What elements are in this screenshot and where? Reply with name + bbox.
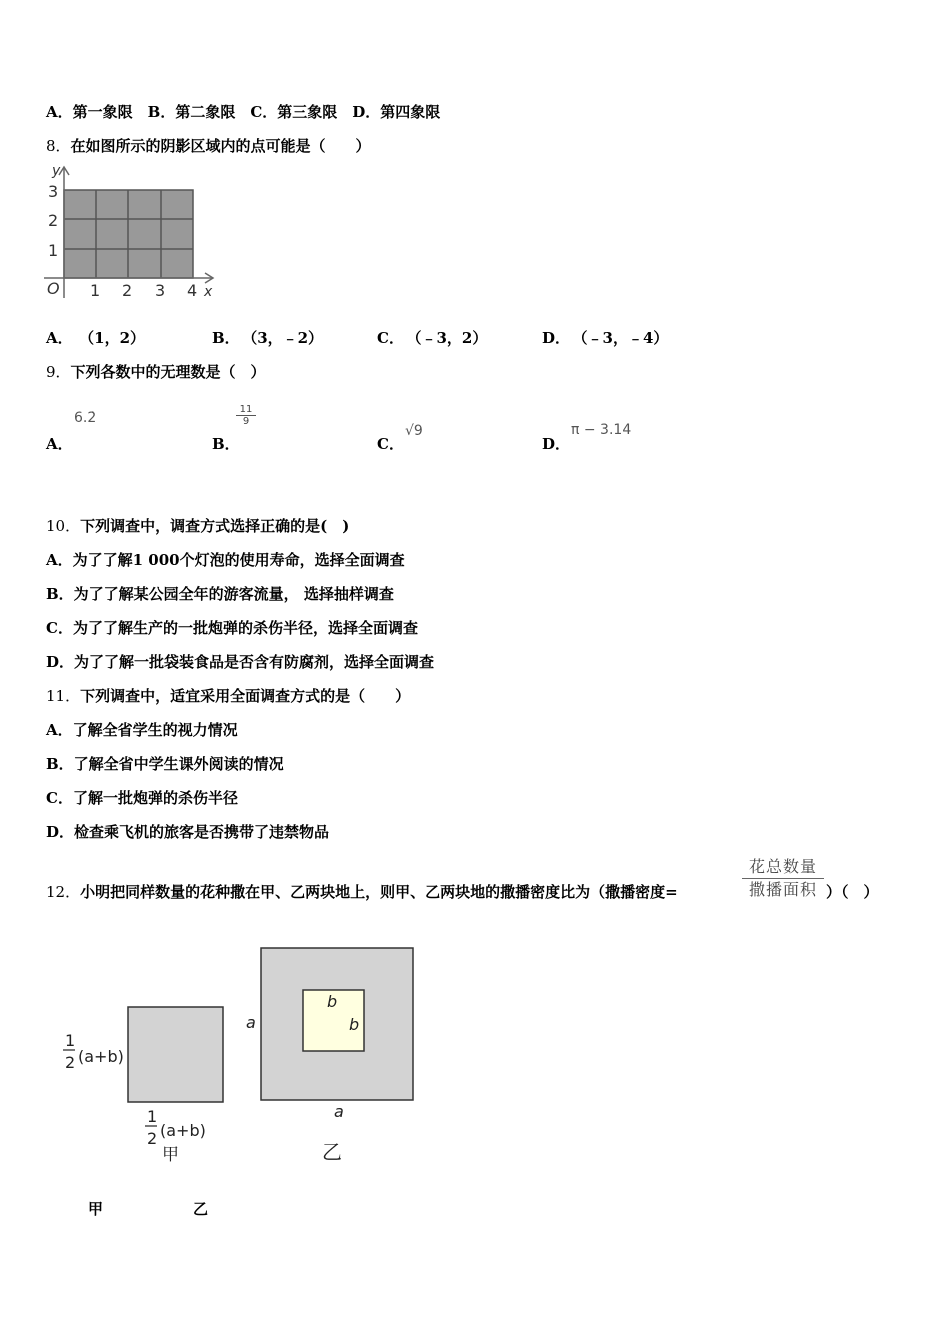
- svg-text:(a+b): (a+b): [160, 1121, 206, 1140]
- q12-yi-left-label: a: [246, 1013, 256, 1032]
- q10-option-c: C．为了了解生产的一批炮弹的杀伤半径，选择全面调查: [46, 619, 418, 637]
- svg-text:2: 2: [65, 1053, 76, 1072]
- q12-field-figure: [55, 940, 425, 1170]
- q11-number: 11．: [46, 687, 81, 705]
- q9-stem: [46, 362, 266, 382]
- q12-text: 小明把同样数量的花种撒在甲、乙两块地上，则甲、乙两块地的撒播密度比为（撒播密度=: [80, 883, 678, 901]
- svg-text:1: 1: [147, 1107, 158, 1126]
- q9-option-c-letter: C．: [377, 435, 404, 453]
- q10-option-d: D．为了了解一批袋装食品是否含有防腐剂，选择全面调查: [46, 653, 435, 671]
- q8-grid-figure: [40, 160, 230, 305]
- q12-fraction-numerator: 花总数量: [742, 856, 824, 879]
- q11-option-d: D．检查乘飞机的旅客是否携带了违禁物品: [46, 823, 330, 841]
- q8-origin: O: [47, 279, 60, 298]
- q12-yi-name: 乙: [322, 1140, 342, 1164]
- q7-options: A．第一象限 B．第二象限 C．第三象限 D．第四象限: [46, 103, 441, 121]
- q11-stem: [46, 686, 410, 706]
- q12-yi-inner-right-label: b: [349, 1015, 360, 1034]
- q9-option-a-letter: A．: [46, 435, 73, 453]
- q8-option-c: C． （﹣3，2）: [377, 329, 488, 347]
- q12-caption-jia: 甲: [88, 1200, 104, 1218]
- q12-jia-bottom-label: [145, 1107, 206, 1148]
- q9-option-d-letter: D．: [542, 435, 571, 453]
- q9-option-c-value: √9: [405, 423, 423, 439]
- q9-option-a-value: 6.2̇: [74, 410, 97, 426]
- q11-option-b: B．了解全省中学生课外阅读的情况: [46, 755, 284, 773]
- q8-y-tick: 1: [48, 241, 59, 260]
- svg-text:1: 1: [65, 1031, 76, 1050]
- q8-text: 在如图所示的阴影区域内的点可能是（ ）: [70, 137, 371, 155]
- q12-jia-name: 甲: [162, 1145, 179, 1165]
- q12-jia-left-label: [63, 1031, 124, 1072]
- q9-option-b-letter: B．: [212, 435, 240, 453]
- q8-y-tick: 2: [48, 211, 59, 230]
- q9-option-d-value: π − 3.14: [571, 422, 632, 438]
- q8-option-a: A． （1，2）: [46, 329, 146, 347]
- q8-y-label: y: [52, 163, 61, 179]
- q12-caption-yi: 乙: [193, 1200, 209, 1218]
- q8-number: 8．: [46, 137, 71, 155]
- q8-x-tick: 2: [122, 281, 133, 300]
- q9-text: 下列各数中的无理数是（ ）: [70, 363, 266, 381]
- q8-stem: [46, 136, 371, 156]
- q12-density-fraction: [742, 856, 824, 901]
- q10-stem: [46, 516, 349, 536]
- q11-option-c: C．了解一批炮弹的杀伤半径: [46, 789, 238, 807]
- q10-number: 10．: [46, 517, 81, 535]
- q12-fraction-denominator: 撒播面积: [748, 880, 817, 899]
- q8-x-tick: 1: [90, 281, 101, 300]
- q8-x-tick: 4: [187, 281, 198, 300]
- q8-x-label: x: [204, 284, 213, 300]
- q12-field-jia: [128, 1007, 223, 1102]
- svg-text:2: 2: [147, 1129, 158, 1148]
- q8-option-b: B． （3，﹣2）: [212, 329, 324, 347]
- q9-number: 9．: [46, 363, 71, 381]
- q11-text: 下列调查中，适宜采用全面调查方式的是（ ）: [80, 687, 411, 705]
- q9-option-b-numerator: 11: [236, 404, 256, 416]
- q9-option-b-denominator: 9: [242, 416, 250, 427]
- q12-yi-inner-top-label: b: [327, 992, 338, 1011]
- q12-yi-bottom-label: a: [334, 1102, 344, 1121]
- q8-x-tick: 3: [155, 281, 166, 300]
- q9-option-b-fraction: [236, 404, 256, 427]
- q8-y-tick: 3: [48, 182, 59, 201]
- q10-text: 下列调查中，调查方式选择正确的是( ): [80, 517, 350, 535]
- q12-stem: [46, 882, 678, 902]
- q12-number: 12．: [46, 883, 81, 901]
- q10-option-b: B．为了了解某公园全年的游客流量， 选择抽样调查: [46, 585, 394, 603]
- q12-stem-tail: ）（ ）: [826, 883, 879, 901]
- svg-text:(a+b): (a+b): [78, 1047, 124, 1066]
- q11-option-a: A．了解全省学生的视力情况: [46, 721, 238, 739]
- q10-option-a: A．为了了解1 000个灯泡的使用寿命，选择全面调查: [46, 551, 405, 569]
- q8-option-d: D． （﹣3，﹣4）: [542, 329, 669, 347]
